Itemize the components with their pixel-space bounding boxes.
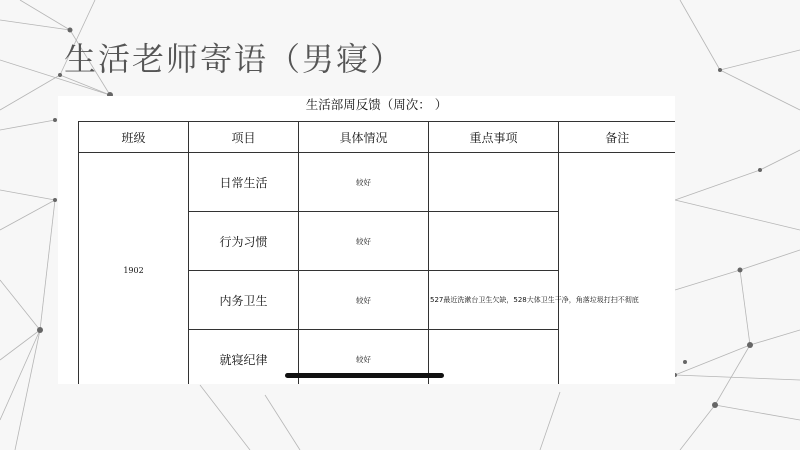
- status-cell: 较好: [299, 153, 429, 212]
- table-header-row: [79, 122, 676, 153]
- column-header-item: 项目: [189, 122, 299, 153]
- item-cell: 内务卫生: [189, 271, 299, 330]
- status-cell: 较好: [299, 212, 429, 271]
- remarks-cell: [559, 153, 676, 385]
- class-cell: 1902: [79, 153, 189, 385]
- column-header-key-issues: 重点事项: [429, 122, 559, 153]
- issue-cell: 527最近洗漱台卫生欠缺，528大体卫生干净，角落垃圾打扫不彻底: [429, 271, 559, 330]
- home-indicator-bar[interactable]: [285, 373, 444, 378]
- item-cell: 就寝纪律: [189, 330, 299, 385]
- slide-title: 生活老师寄语（男寝）: [64, 40, 405, 78]
- issue-cell: [429, 330, 559, 385]
- column-header-class: 班级: [79, 122, 189, 153]
- issue-cell: [429, 153, 559, 212]
- item-cell: 日常生活: [189, 153, 299, 212]
- issue-cell: [429, 212, 559, 271]
- status-cell: 较好: [299, 330, 429, 385]
- feedback-sheet: [58, 96, 675, 384]
- status-cell: 较好: [299, 271, 429, 330]
- item-cell: 行为习惯: [189, 212, 299, 271]
- table-row: [79, 153, 676, 212]
- column-header-remarks: 备注: [559, 122, 676, 153]
- feedback-table: [78, 121, 675, 384]
- sheet-title: 生活部周反馈（周次： ）: [305, 97, 448, 112]
- column-header-status: 具体情况: [299, 122, 429, 153]
